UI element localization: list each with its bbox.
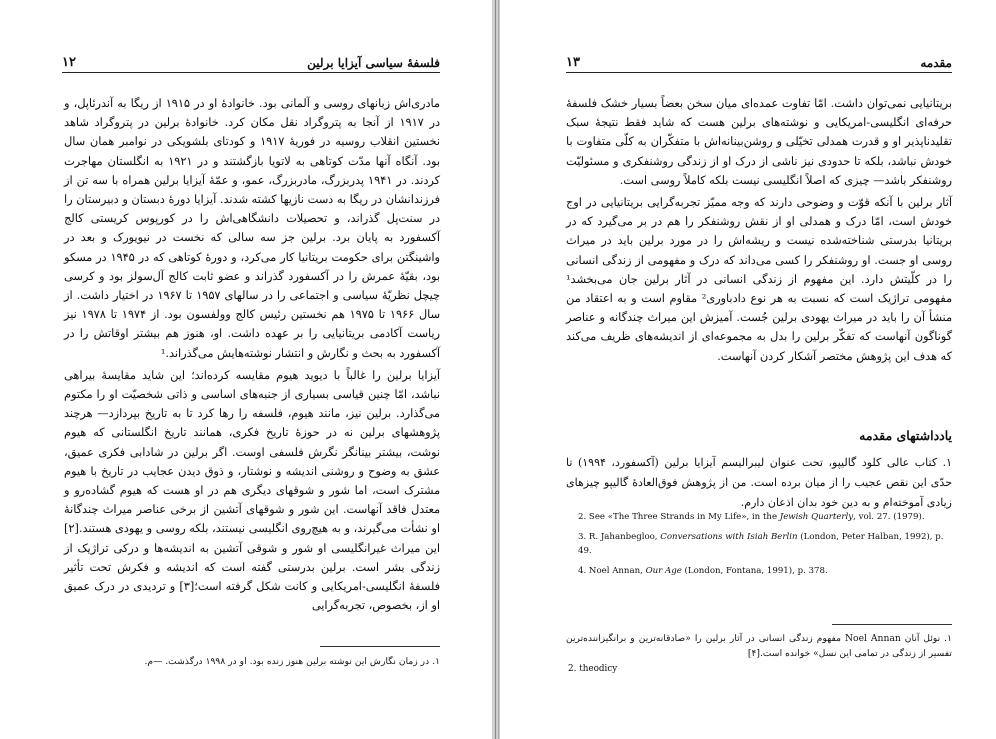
body-text <box>566 94 952 366</box>
footnote: ۱. در زمان نگارش این نوشته برلین هنوز زنده بود. او در ۱۹۹۸ درگذشت. —م. <box>144 656 440 667</box>
notes-heading: یادداشتهای مقدمه <box>859 428 952 443</box>
right-page <box>500 0 996 739</box>
note-item: 3. R. Jahanbegloo, Conversations with Isiah Berlin (London, Peter Halban, 1992), p. 49. <box>578 532 944 556</box>
paragraph: آثار برلین با آنکه قوّت و وضوحی دارند که وجه ممیّز تجربه‌گرایی بریتانیایی در اوج خودش است، امّا درک و همدلی او از نقش روشنفکر را هم در بر می‌گیرد که در بریتانیا بدرستی شناخته‌شده نیست و ریشه‌اش را در مورد برلین باید در میراث روسی او جست. او روشنفکر را کسی می‌داند که درک و مفهومی از زندگی انسانی را در کلّیتش دارد. این مفهوم از زندگی انسانی در آثار برلین جان می‌بخشد¹ مفهومی تراژیک است که نسبت به هر نوع دادباوری² مقاوم است و به اعتقاد من منشأ آن را باید در میراث یهودی برلین جُست. آمیزش این میراث چندگانه و عناصر گوناگون آنهاست که تفکّر برلین را بدل به مجموعه‌ای از اندیشه‌های ظریف می‌کند که هدف این پژوهش مختصر آشکار کردن آنهاست. <box>566 196 952 363</box>
footnote: 2. theodicy <box>568 664 618 674</box>
note-item: 4. Noel Annan, Our Age (London, Fontana, 1991), p. 378. <box>578 566 828 576</box>
paragraph: مادری‌اش زبانهای روسی و آلمانی بود. خانوادهٔ او در ۱۹۱۵ از ریگا به آندرئاپل، و در ۱۹۱۷ از آنجا به پتروگراد نقل مکان کرد. خانوادهٔ برلین در پتروگراد شاهد نخستین انقلاب روسیه در فوریهٔ ۱۹۱۷ و کودتای بلشویکی در نوامبر همان سال بود. آنگاه آنها مدّت کوتاهی به لاتویا بازگشتند و در ۱۹۲۱ به انگلستان مهاجرت کردند. در ۱۹۴۱ پدربزرگ، مادربزرگ، عمو، و عمّهٔ آیزایا برلین همراه با سه تن از فرزندانشان در ریگا به دست نازیها کشته شدند. آیزایا دورهٔ دبستان و دبیرستان را در سنت‌پل گذراند، و تحصیلات دانشگاهی‌اش را در کورپوس کریستی کالج آکسفورد به پایان برد. برلین جز سه سالی که نخست در نیویورک و بعد در واشینگتن برای حکومت بریتانیا کار می‌کرد، و دورهٔ کوتاهی که در ۱۹۴۵ در مسکو بود، بقیّهٔ عمرش را در آکسفورد گذراند و عضو ثابت کالج آل‌سولز بود و کرسی چیچل نظریّهٔ سیاسی و اجتماعی را در سالهای ۱۹۵۷ تا ۱۹۶۷ در اختیار داشت. از سال ۱۹۶۶ تا ۱۹۷۵ هم نخستین رئیس کالج وولفسون بود. از ۱۹۷۴ تا ۱۹۷۸ نیز ریاست آکادمی بریتانیایی را بر عهده داشت. او، هنوز هم بیشتر اوقاتش را در آکسفورد به بحث و نگارش و انتشار نوشته‌هایش می‌گذراند.¹ <box>64 97 441 360</box>
note-item: ۱. کتاب عالی کلود گالیپو، تحت عنوان لیبرالیسم آیزایا برلین (آکسفورد، ۱۹۹۴) تا حدّی این نقص عجیب را از میان برده است. من از پژوهش فوق‌العادهٔ گالیپو چیزهای زیادی آموخته‌ام و به دین خود بدان اذعان دارم. <box>566 456 953 509</box>
footnote: ۱. نوئل آنان Noel Annan مفهوم زندگی انسانی در آثار برلین را «صادقانه‌ترین و برانگیزاننده‌ترین تفسیر از زندگی در تمامی این نسل» خوانده است.[۴] <box>566 633 953 659</box>
notes-list <box>578 510 948 584</box>
gutter-line <box>498 0 499 739</box>
footnote-rule <box>320 646 440 647</box>
paragraph: بریتانیایی نمی‌توان داشت. امّا تفاوت عمده‌ای میان سخن بعضاً بسیار خشک فلسفهٔ حرفه‌ای انگلیسی-امریکایی و نوشته‌های برلین هست که شاید فقط نتیجهٔ سبک تقلیدناپذیر او و قدرت همدلی تخیّلی و روشن‌بینانه‌اش با متفکّران به کلّی متفاوت با خودش نباشد، بلکه تا حدودی نیز ناشی از درک او از زندگی روشنفکری و مسئولیّت روشنفکر باشد— چیزی که اصلاً انگلیسی نیست بلکه کاملاً روسی است. <box>566 97 952 187</box>
note-item: 2. See «The Three Strands in My Life», in the Jewish Quarterly, vol. 27. (1979). <box>578 512 925 522</box>
running-header <box>566 52 952 70</box>
header-rule <box>62 72 440 73</box>
left-page <box>0 0 492 739</box>
footnote-rule <box>832 624 952 625</box>
body-text <box>64 94 440 615</box>
running-title: فلسفهٔ سیاسی آیزایا برلین <box>307 56 440 70</box>
header-rule <box>566 72 952 73</box>
running-title: مقدمه <box>920 56 952 70</box>
running-header <box>62 52 440 70</box>
paragraph: آیزایا برلین را غالباً با دیوید هیوم مقایسه کرده‌اند؛ این شاید مقایسهٔ بیراهی نباشد، امّا چنین قیاسی بسیاری از جنبه‌های اساسی و ذاتی شخصیّت او را مکتوم می‌گذارد. برلین نیز، مانند هیوم، فلسفه را رها کرد تا به تاریخ بپردازد— هرچند پژوهشهای برلین نه در حوزهٔ تاریخ فکری، همانند تاریخ انگلستانی که هیوم نوشت، بیشتر بینانگر نگرش فلسفی اوست. اگر برلین در شادابی فکری عمیق، عشق به وضوح و روشنی اندیشه و نوشتار، و ذوق دیدن عجایب در تاریخ با هیوم مشترک است، اما شور و شوقهای دیگری هم در او هست که هیوم گشاده‌رو و معتدل فاقد آنهاست. این شور و شوقهای آتشین از برخی عناصر میراث چندگانهٔ او نشأت می‌گیرند، و به هیچ‌روی انگلیسی نیستند، بلکه روسی و یهودی هستند.[۲] این میراث غیرانگلیسی او شور و شوقی آتشین به اندیشه‌ها و درکی تراژیک از زندگی بشر است. برلین بدرستی گفته است که اندیشه و فکرش تحت تأثیر فلسفهٔ انگلیسی-امریکایی و کانت شکل گرفته است؛[۳] و تردیدی در درک عمیق او از، بخصوص، تجربه‌گرایی <box>64 368 440 613</box>
page-number: ۱۲ <box>62 55 76 70</box>
gutter-line <box>495 0 496 739</box>
page-number: ۱۳ <box>566 55 580 70</box>
